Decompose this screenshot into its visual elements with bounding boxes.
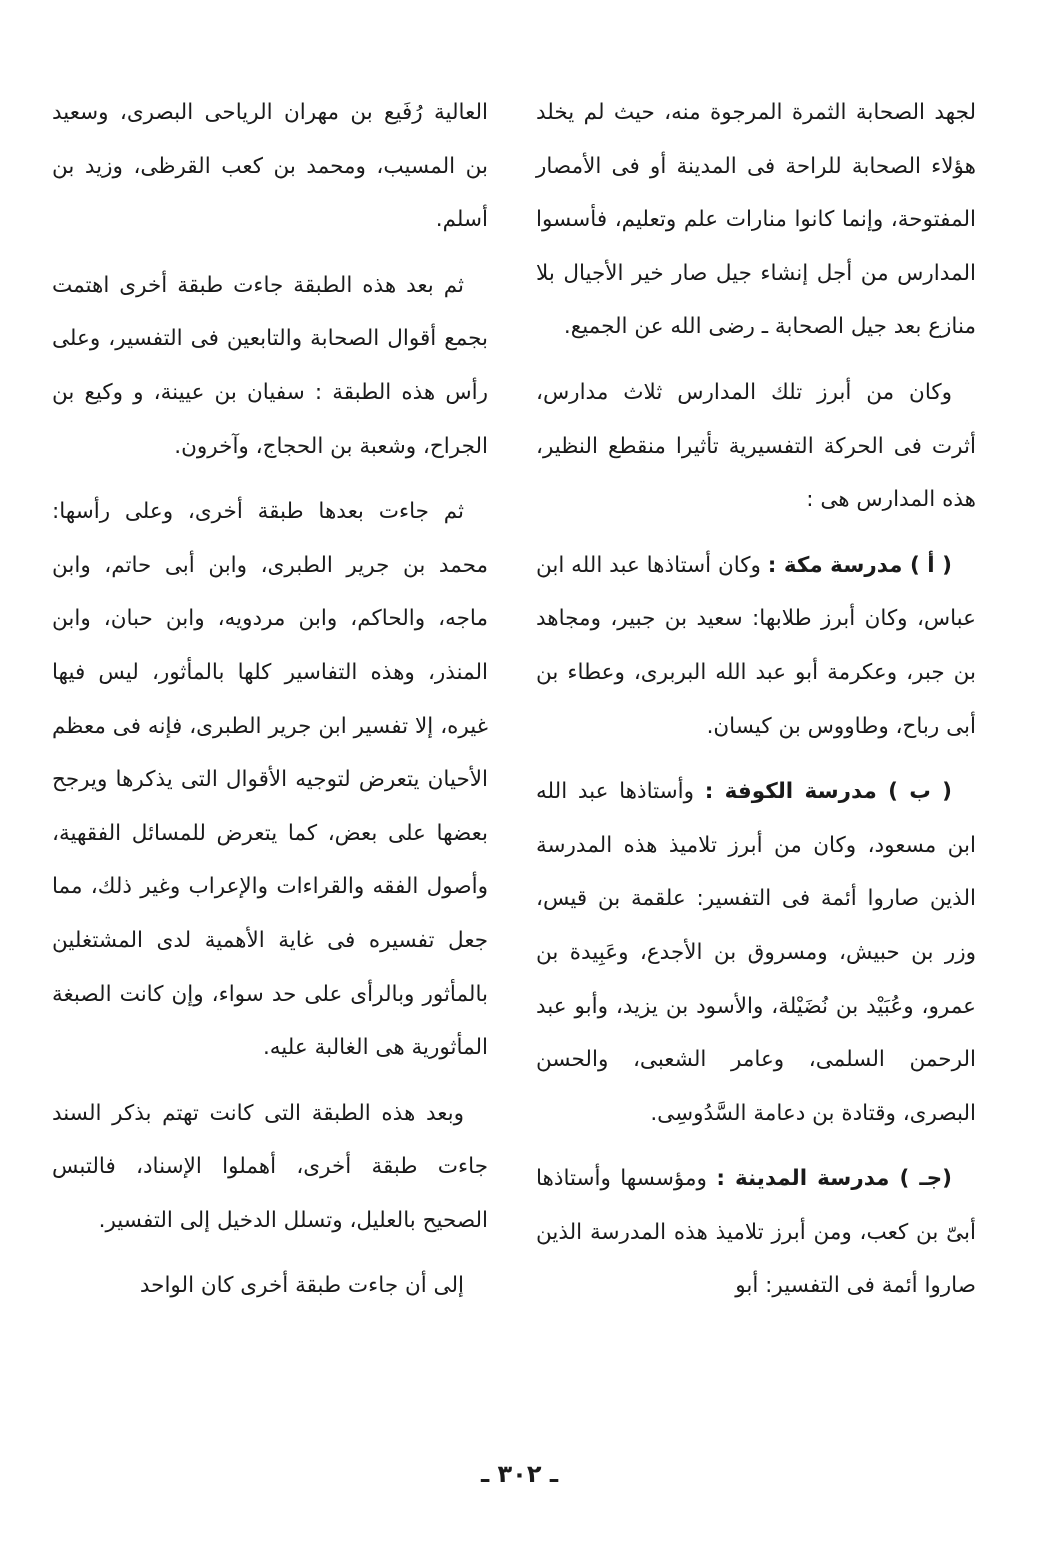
paragraph: [536, 539, 976, 753]
paragraph: لجهد الصحابة الثمرة المرجوة منه، حيث لم يخلد هؤلاء الصحابة للراحة فى المدينة أو فى الأمصار المفتوحة، وإنما كانوا منارات علم وتعليم، فأسسوا المدارس من أجل إنشاء جيل صار خير الأجيال بلا منازع بعد جيل الصحابة ـ رضى الله عن الجميع.: [536, 100, 976, 340]
school-heading: ( أ ) مدرسة مكة :: [767, 552, 952, 578]
paragraph: وكان من أبرز تلك المدارس ثلاث مدارس، أثرت فى الحركة التفسيرية تأثيرا منقطع النظير، هذه المدارس هى :: [536, 379, 976, 513]
paragraph-text: وكان أستاذها عبد الله ابن عباس، وكان أبرز طلابها: سعيد بن جبير، ومجاهد بن جبر، وعكرمة أبو عبد الله البربرى، وعطاء بن أبى رباح، وطاووس بن كيسان.: [536, 552, 976, 739]
paragraph: ثم بعد هذه الطبقة جاءت طبقة أخرى اهتمت بجمع أقوال الصحابة والتابعين فى التفسير، وعلى رأس هذه الطبقة : سفيان بن عيينة، و وكيع بن الجراح، وشعبة بن الحجاج، وآخرون.: [52, 272, 488, 459]
paragraph: إلى أن جاءت طبقة أخرى كان الواحد: [139, 1273, 464, 1299]
paragraph: ثم جاءت بعدها طبقة أخرى، وعلى رأسها: محمد بن جرير الطبرى، وابن أبى حاتم، وابن ماجه، والحاكم، وابن مردويه، وابن حبان، وابن المنذر، وهذه التفاسير كلها بالمأثور، ليس فيها غيره، إلا تفسير ابن جرير الطبرى، فإنه فى معظم الأحيان يتعرض لتوجيه الأقوال التى يذكرها ويرجح بعضها على بعض، كما يتعرض للمسائل الفقهية، وأصول الفقه والقراءات والإعراب وغير ذلك، مما جعل تفسيره فى غاية الأهمية لدى المشتغلين بالمأثور وبالرأى على حد سواء، وإن كانت الصبغة المأثورية هى الغالبة عليه.: [52, 499, 488, 1061]
paragraph: [536, 765, 976, 1140]
right-column: [536, 86, 976, 1325]
paragraph: وبعد هذه الطبقة التى كانت تهتم بذكر السند جاءت طبقة أخرى، أهملوا الإسناد، فالتبس الصحيح بالعليل، وتسلل الدخيل إلى التفسير.: [52, 1100, 488, 1233]
paragraph-text: ومؤسسها وأستاذها أبىّ بن كعب، ومن أبرز تلاميذ هذه المدرسة الذين صاروا أئمة فى التفسير: أبو: [536, 1166, 976, 1299]
school-heading: ( ب ) مدرسة الكوفة :: [704, 779, 952, 805]
paragraph: [536, 1152, 976, 1313]
school-heading: (جـ ) مدرسة المدينة :: [716, 1166, 952, 1192]
paragraph: العالية رُفَيع بن مهران الرياحى البصرى، وسعيد بن المسيب، ومحمد بن كعب القرظى، وزيد بن أسلم.: [52, 100, 488, 233]
left-column: [52, 86, 488, 1325]
page-number: ـ ٣٠٢ ـ: [480, 1460, 559, 1488]
paragraph-text: وأستاذها عبد الله ابن مسعود، وكان من أبرز تلاميذ هذه المدرسة الذين صاروا أئمة فى التفسير: علقمة بن قيس، وزر بن حبيش، ومسروق بن الأجدع، وعَبِيدة بن عمرو، وعُبَيْد بن نُضَيْلة، والأسود بن يزيد، وأبو عبد الرحمن السلمى، وعامر الشعبى، والحسن البصرى، وقتادة بن دعامة السَّدُوسِى.: [536, 779, 976, 1126]
